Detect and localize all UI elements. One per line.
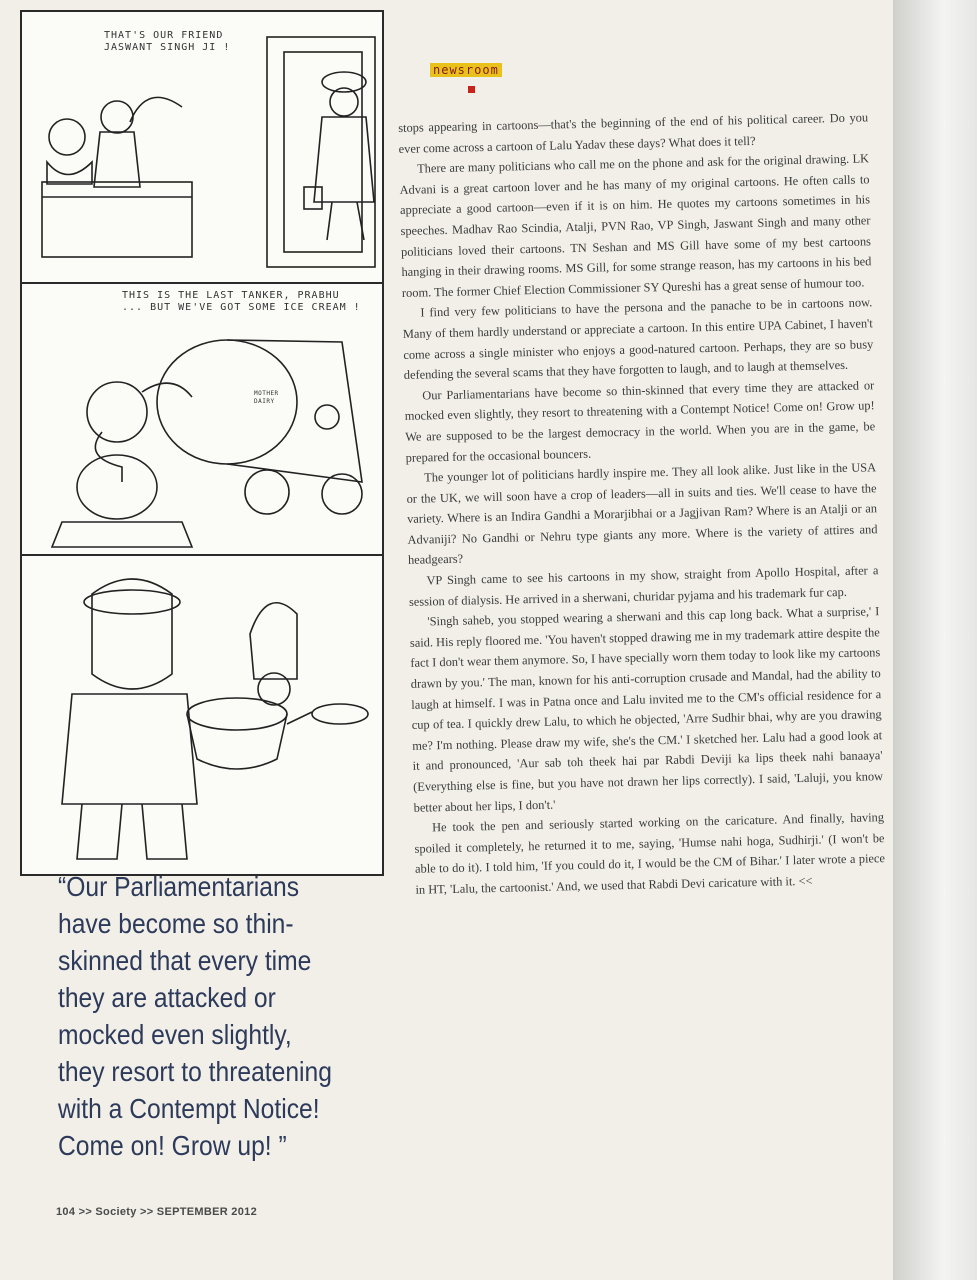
article-paragraph: The younger lot of politicians hardly inspire me. They all look alike. Just like in the USA or the UK, we will soon have a crop of leaders—all in suits and ties. We'll cease to have the variety. Where is an Indira Gandhi a Morarjibhai or a Jagjivan Ram? Where is an Atalji or an Advaniji? No Gandhi or Nehru type giants any more. Where is the variety of attires and headgears? (406, 460, 878, 568)
panel-1-caption-line-2: JASWANT SINGH JI ! (104, 42, 231, 53)
article-body (398, 107, 886, 900)
article-paragraph: I find very few politicians to have the persona and the panache to be in cartoons now. Many of them hardly understand or appreciate a cartoon. In this entire UPA Cabinet, I haven't come across a single minister who enjoys a good-natured cartoon. Perhaps, they are so busy defending the several scams that they have forgotten to laugh, and to laugh at themselves. (402, 295, 874, 383)
adjacent-page-edge (893, 0, 977, 1280)
panel-2-caption-line-2: ... BUT WE'VE GOT SOME ICE CREAM ! (122, 302, 361, 313)
panel-2-caption-line-1: THIS IS THE LAST TANKER, PRABHU (122, 290, 340, 301)
section-tag: newsroom (430, 63, 502, 77)
cartoon-drawing-1 (22, 12, 378, 282)
article-paragraph: Our Parliamentarians have become so thin-skinned that every time they are attacked or mocked even slightly, they resort to threatening with a Contempt Notice! Come on! Grow up! We are supposed to be the largest democracy in the world. When you are in the game, be prepared for the occasional bouncers. (404, 377, 876, 465)
tanker-label-line-2: DAIRY (254, 398, 275, 405)
cartoon-panel-3 (22, 554, 382, 874)
article-paragraph: VP Singh came to see his cartoons in my show, straight from Apollo Hospital, after a session of dialysis. He arrived in a sherwani, churidar pyjama and his trademark fur cap. (408, 563, 879, 609)
page-footer: 104 >> Society >> SEPTEMBER 2012 (56, 1206, 257, 1218)
panel-1-caption-line-1: THAT'S OUR FRIEND (104, 30, 224, 41)
tanker-label (254, 390, 279, 406)
section-tag-marker (468, 86, 475, 93)
article-paragraph: stops appearing in cartoons—that's the beginning of the end of his political career. Do you ever come across a cartoon of Lalu Yadav these days? What does it tell? (398, 110, 869, 156)
article-paragraph: There are many politicians who call me on the phone and ask for the original drawing. LK Advani is a great cartoon lover and he has many of my original cartoons. He often calls to appreciate a good cartoon—even if it is on him. He quotes my cartoons sometimes in his speeches. Madhav Rao Scindia, Atalji, PVN Rao, VP Singh, Jaswant Singh and many other politicians loved their cartoons. TN Seshan and MS Gill have some of my best cartoons hanging in their drawing rooms. MS Gill, for some strange reason, has my cartoons in his bed room. The former Chief Election Commissioner SY Qureshi has a great sense of humour too. (399, 151, 872, 300)
cartoon-column (20, 10, 384, 876)
tanker-label-line-1: MOTHER (254, 390, 279, 397)
cartoon-panel-2 (22, 282, 382, 556)
article-paragraph: 'Singh saheb, you stopped wearing a sherwani and this cap long back. What a surprise,' I said. His reply floored me. 'You haven't stopped drawing me in my trademark attire despite the fact I don't wear them anymore. So, I have specially worn them today to look like my cartoons drawn by you.' The man, known for his anti-corruption crusade and Mandal, had the ability to laugh at himself. I was in Patna once and Lalu invited me to the CM's official residence for a cup of tea. I quickly drew Lalu, to which he objected, 'Arre Sudhir bhai, why are you drawing me? I'm nothing. Please draw my wife, she's the CM.' I sketched her. Lalu had a good look at it and pronounced, 'Aur sab toh theek hai par Rabdi Deviji ka lips theek nahi banaaya' (Everything else is fine, but you have not drawn her lips correctly). I said, 'Laluji, you know better about her lips, I don't.' (409, 604, 884, 815)
cartoon-drawing-2 (22, 282, 378, 554)
cartoon-panel-1 (22, 12, 382, 284)
article-paragraph: He took the pen and seriously started working on the caricature. And finally, having spoiled it completely, he returned it to me, saying, 'Humse nahi hoga, Sudhirji.' (I won't be able to do it). I told him, 'If you could do it, I would be the CM of Bihar.' I later wrote a piece in HT, 'Lalu, the cartoonist.' And, we used that Rabdi Devi caricature with it. << (414, 810, 886, 897)
pull-quote: “Our Parliamentarians have become so thin-skinned that every time they are attacked or mocked even slightly, they resort to threatening with a Contempt Notice! Come on! Grow up! ” (58, 871, 332, 1161)
cartoon-drawing-3 (22, 554, 378, 874)
